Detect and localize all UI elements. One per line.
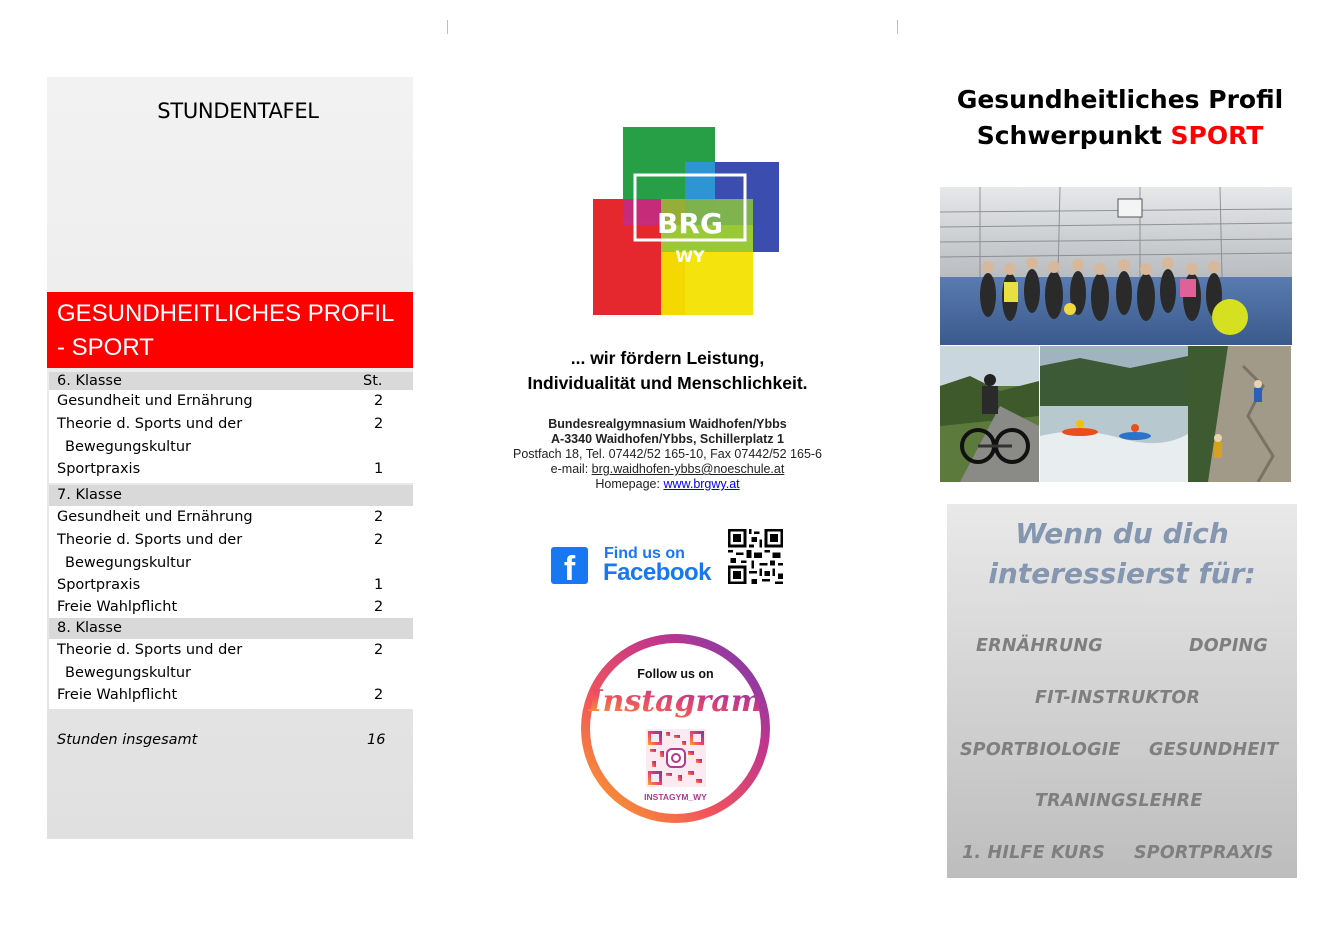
group-photo-gym <box>940 187 1292 345</box>
topic-ernaehrung: ERNÄHRUNG <box>976 636 1103 656</box>
profile-title-line-1: Gesundheitliches Profil <box>956 85 1284 114</box>
cycling-photo <box>940 346 1039 482</box>
instagram-qr-code <box>646 729 706 787</box>
facebook-name: Facebook <box>603 559 712 586</box>
total-hours: 16 <box>367 732 386 748</box>
subject-hours: 2 <box>374 599 384 615</box>
subject-name: Sportpraxis <box>57 577 141 593</box>
topic-fit-instruktor: FIT-INSTRUKTOR <box>1035 688 1201 708</box>
total-label: Stunden insgesamt <box>57 732 198 748</box>
topic-doping: DOPING <box>1189 636 1268 656</box>
kayaking-photo <box>1040 346 1188 482</box>
profile-banner: GESUNDHEITLICHES PROFIL - SPORT <box>47 292 413 368</box>
instagram-badge[interactable] <box>580 633 771 824</box>
topic-gesundheit: GESUNDHEIT <box>1149 740 1279 760</box>
subject-name-continued: Bewegungskultur <box>65 555 191 571</box>
subject-hours: 1 <box>374 461 384 477</box>
email-line <box>480 462 855 477</box>
subject-name: Freie Wahlpflicht <box>57 687 178 703</box>
profile-title-accent: SPORT <box>1170 121 1264 150</box>
class-name: 8. Klasse <box>57 620 122 636</box>
hours-table <box>49 372 413 709</box>
slogan-line-1: ... wir fördern Leistung, <box>570 348 765 368</box>
instagram-follow-text: Follow us on <box>637 667 714 681</box>
stundentafel-title: STUNDENTAFEL <box>157 99 319 123</box>
subject-name: Theorie d. Sports und der <box>57 532 243 548</box>
subject-name: Theorie d. Sports und der <box>57 642 243 658</box>
profile-title <box>920 82 1320 154</box>
table-row <box>49 458 413 483</box>
class-name: 7. Klasse <box>57 487 122 503</box>
topic-traningslehre: TRANINGSLEHRE <box>1035 791 1203 811</box>
subject-name-continued: Bewegungskultur <box>65 665 191 681</box>
email-label: e-mail: <box>550 462 592 476</box>
profile-title-line-2 <box>920 118 1320 154</box>
subject-name: Theorie d. Sports und der <box>57 416 243 432</box>
table-row <box>49 529 413 574</box>
topic-sportpraxis: SPORTPRAXIS <box>1134 843 1274 863</box>
email-link[interactable]: brg.waidhofen-ybbs@noeschule.at <box>591 462 785 476</box>
subject-hours: 2 <box>374 509 384 525</box>
topic-sportbiologie: SPORTBIOLOGIE <box>960 740 1121 760</box>
subject-name-continued: Bewegungskultur <box>65 439 191 455</box>
homepage-line <box>480 477 855 492</box>
interests-box <box>947 504 1297 878</box>
fold-mark-left <box>447 20 448 34</box>
slogan-line-2: Individualität und Menschlichkeit. <box>527 373 808 393</box>
table-row <box>49 639 413 684</box>
subject-hours: 2 <box>374 393 384 409</box>
homepage-label: Homepage: <box>595 477 664 491</box>
subject-hours: 2 <box>374 642 384 658</box>
subject-hours: 2 <box>374 416 384 432</box>
brg-logo <box>593 127 781 315</box>
interests-heading-line-2: interessierst für: <box>988 557 1256 590</box>
class-header-6 <box>49 372 413 390</box>
subject-name: Gesundheit und Ernährung <box>57 509 253 525</box>
class-header-8 <box>49 618 413 639</box>
subject-hours: 2 <box>374 532 384 548</box>
subject-name: Gesundheit und Ernährung <box>57 393 253 409</box>
facebook-qr-code[interactable] <box>727 529 784 584</box>
school-name: Bundesrealgymnasium Waidhofen/Ybbs <box>548 417 787 431</box>
facebook-badge[interactable] <box>551 545 721 587</box>
slogan <box>480 346 855 396</box>
table-row <box>49 574 413 597</box>
facebook-find-text: Find us on <box>604 545 685 562</box>
table-row <box>49 684 413 709</box>
subject-hours: 2 <box>374 687 384 703</box>
instagram-name: Instagram <box>588 684 763 719</box>
school-address <box>480 417 855 492</box>
total-row <box>57 732 397 748</box>
school-street: A-3340 Waidhofen/Ybbs, Schillerplatz 1 <box>551 432 784 446</box>
instagram-handle: INSTAGYM_WY <box>644 792 707 802</box>
profile-title-prefix: Schwerpunkt <box>976 121 1171 150</box>
hours-column-label: St. <box>363 373 383 389</box>
subject-name: Sportpraxis <box>57 461 141 477</box>
subject-hours: 1 <box>374 577 384 593</box>
homepage-link[interactable]: www.brgwy.at <box>663 477 740 491</box>
stundentafel-panel <box>47 77 413 839</box>
logo-subtext: WY <box>675 247 705 266</box>
interests-heading <box>947 514 1297 594</box>
table-row <box>49 597 413 618</box>
interests-heading-line-1: Wenn du dich <box>1015 517 1229 550</box>
class-name: 6. Klasse <box>57 373 122 389</box>
table-row <box>49 390 413 413</box>
subject-name: Freie Wahlpflicht <box>57 599 178 615</box>
facebook-icon: f <box>551 547 588 584</box>
fold-mark-right <box>897 20 898 34</box>
climbing-photo <box>1188 346 1291 482</box>
table-row <box>49 506 413 529</box>
topic-erste-hilfe-kurs: 1. HILFE KURS <box>962 843 1106 863</box>
table-row <box>49 413 413 458</box>
logo-text: BRG <box>657 207 723 240</box>
school-phone: Postfach 18, Tel. 07442/52 165-10, Fax 07442/52 165-6 <box>512 447 823 461</box>
class-header-7 <box>49 485 413 506</box>
